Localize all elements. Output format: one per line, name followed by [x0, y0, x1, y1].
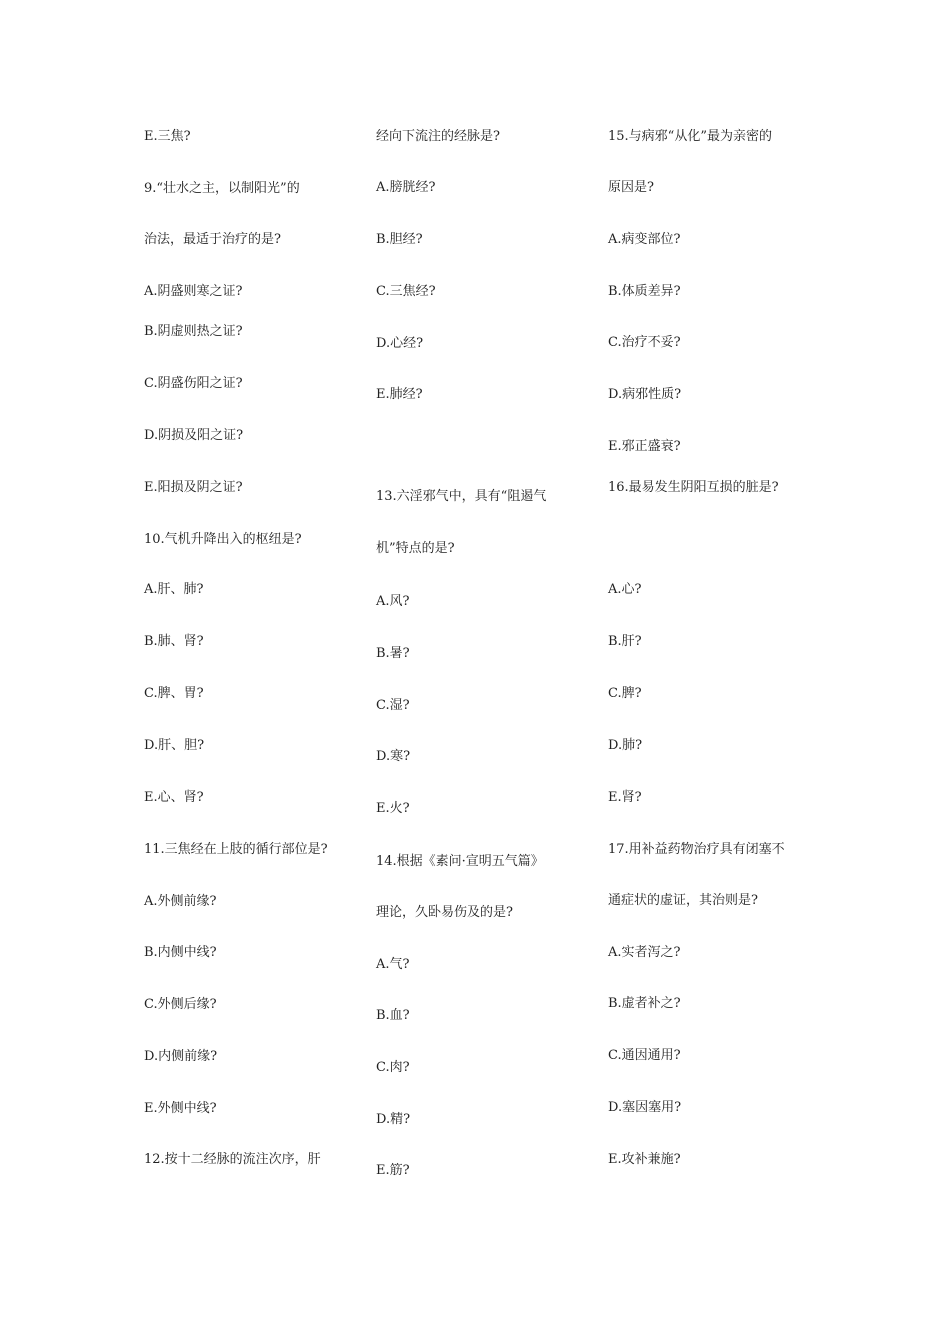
text-line: B.肝?	[608, 634, 642, 649]
text-line: A.外侧前缘?	[144, 894, 217, 909]
text-line: 16.最易发生阴阳互损的脏是?	[608, 480, 779, 495]
text-line: B.血?	[376, 1008, 410, 1023]
text-line: D.肝、胆?	[144, 738, 205, 753]
text-line: A.风?	[376, 594, 410, 609]
text-line: C.脾?	[608, 686, 642, 701]
text-line: E.肾?	[608, 790, 642, 805]
text-line: E.外侧中线?	[144, 1101, 217, 1116]
text-line: B.虚者补之?	[608, 996, 681, 1011]
text-line: 经向下流注的经脉是?	[376, 129, 500, 144]
text-line: C.治疗不妥?	[608, 335, 681, 350]
text-line: A.阴盛则寒之证?	[144, 284, 243, 299]
text-line: B.内侧中线?	[144, 945, 217, 960]
text-line: A.肝、肺?	[144, 582, 204, 597]
text-line: D.内侧前缘?	[144, 1049, 218, 1064]
text-line: A.气?	[376, 957, 410, 972]
text-line: E.筋?	[376, 1163, 410, 1178]
text-line: A.膀胱经?	[376, 180, 436, 195]
text-line: A.实者泻之?	[608, 945, 681, 960]
text-line: 理论，久卧易伤及的是?	[376, 905, 513, 920]
text-line: 10.气机升降出入的枢纽是?	[144, 532, 302, 547]
text-line: C.通因通用?	[608, 1048, 681, 1063]
text-line: 9.“壮水之主，以制阳光”的	[144, 181, 300, 196]
text-line: C.肉?	[376, 1060, 410, 1075]
text-line: D.阴损及阳之证?	[144, 428, 244, 443]
text-line: B.肺、肾?	[144, 634, 204, 649]
text-line: 12.按十二经脉的流注次序，肝	[144, 1152, 321, 1167]
text-line: A.心?	[608, 582, 642, 597]
text-line: 机”特点的是?	[376, 541, 455, 556]
text-line: E.心、肾?	[144, 790, 204, 805]
text-line: A.病变部位?	[608, 232, 681, 247]
text-line: E.阳损及阴之证?	[144, 480, 243, 495]
text-line: C.阴盛伤阳之证?	[144, 376, 243, 391]
text-line: C.脾、胃?	[144, 686, 204, 701]
text-line: D.寒?	[376, 749, 411, 764]
text-line: E.三焦?	[144, 129, 191, 144]
text-line: D.肺?	[608, 738, 643, 753]
text-line: 通症状的虚证，其治则是?	[608, 893, 758, 908]
text-line: 15.与病邪“从化”最为亲密的	[608, 129, 772, 144]
text-line: B.阴虚则热之证?	[144, 324, 243, 339]
text-line: B.体质差异?	[608, 284, 681, 299]
text-line: D.精?	[376, 1112, 411, 1127]
text-line: 13.六淫邪气中，具有“阻遏气	[376, 489, 547, 504]
text-line: E.攻补兼施?	[608, 1152, 681, 1167]
text-line: D.塞因塞用?	[608, 1100, 682, 1115]
text-line: C.湿?	[376, 698, 410, 713]
text-line: C.外侧后缘?	[144, 997, 217, 1012]
text-line: 治法，最适于治疗的是?	[144, 232, 281, 247]
text-line: B.暑?	[376, 646, 410, 661]
text-line: 17.用补益药物治疗具有闭塞不	[608, 842, 785, 857]
text-line: 14.根据《素问·宣明五气篇》	[376, 854, 544, 869]
text-line: E.肺经?	[376, 387, 423, 402]
text-line: 11.三焦经在上肢的循行部位是?	[144, 842, 328, 857]
text-line: D.心经?	[376, 336, 424, 351]
text-line: E.邪正盛衰?	[608, 439, 681, 454]
text-line: E.火?	[376, 801, 410, 816]
text-line: B.胆经?	[376, 232, 423, 247]
text-line: 原因是?	[608, 180, 654, 195]
text-line: C.三焦经?	[376, 284, 436, 299]
text-line: D.病邪性质?	[608, 387, 682, 402]
